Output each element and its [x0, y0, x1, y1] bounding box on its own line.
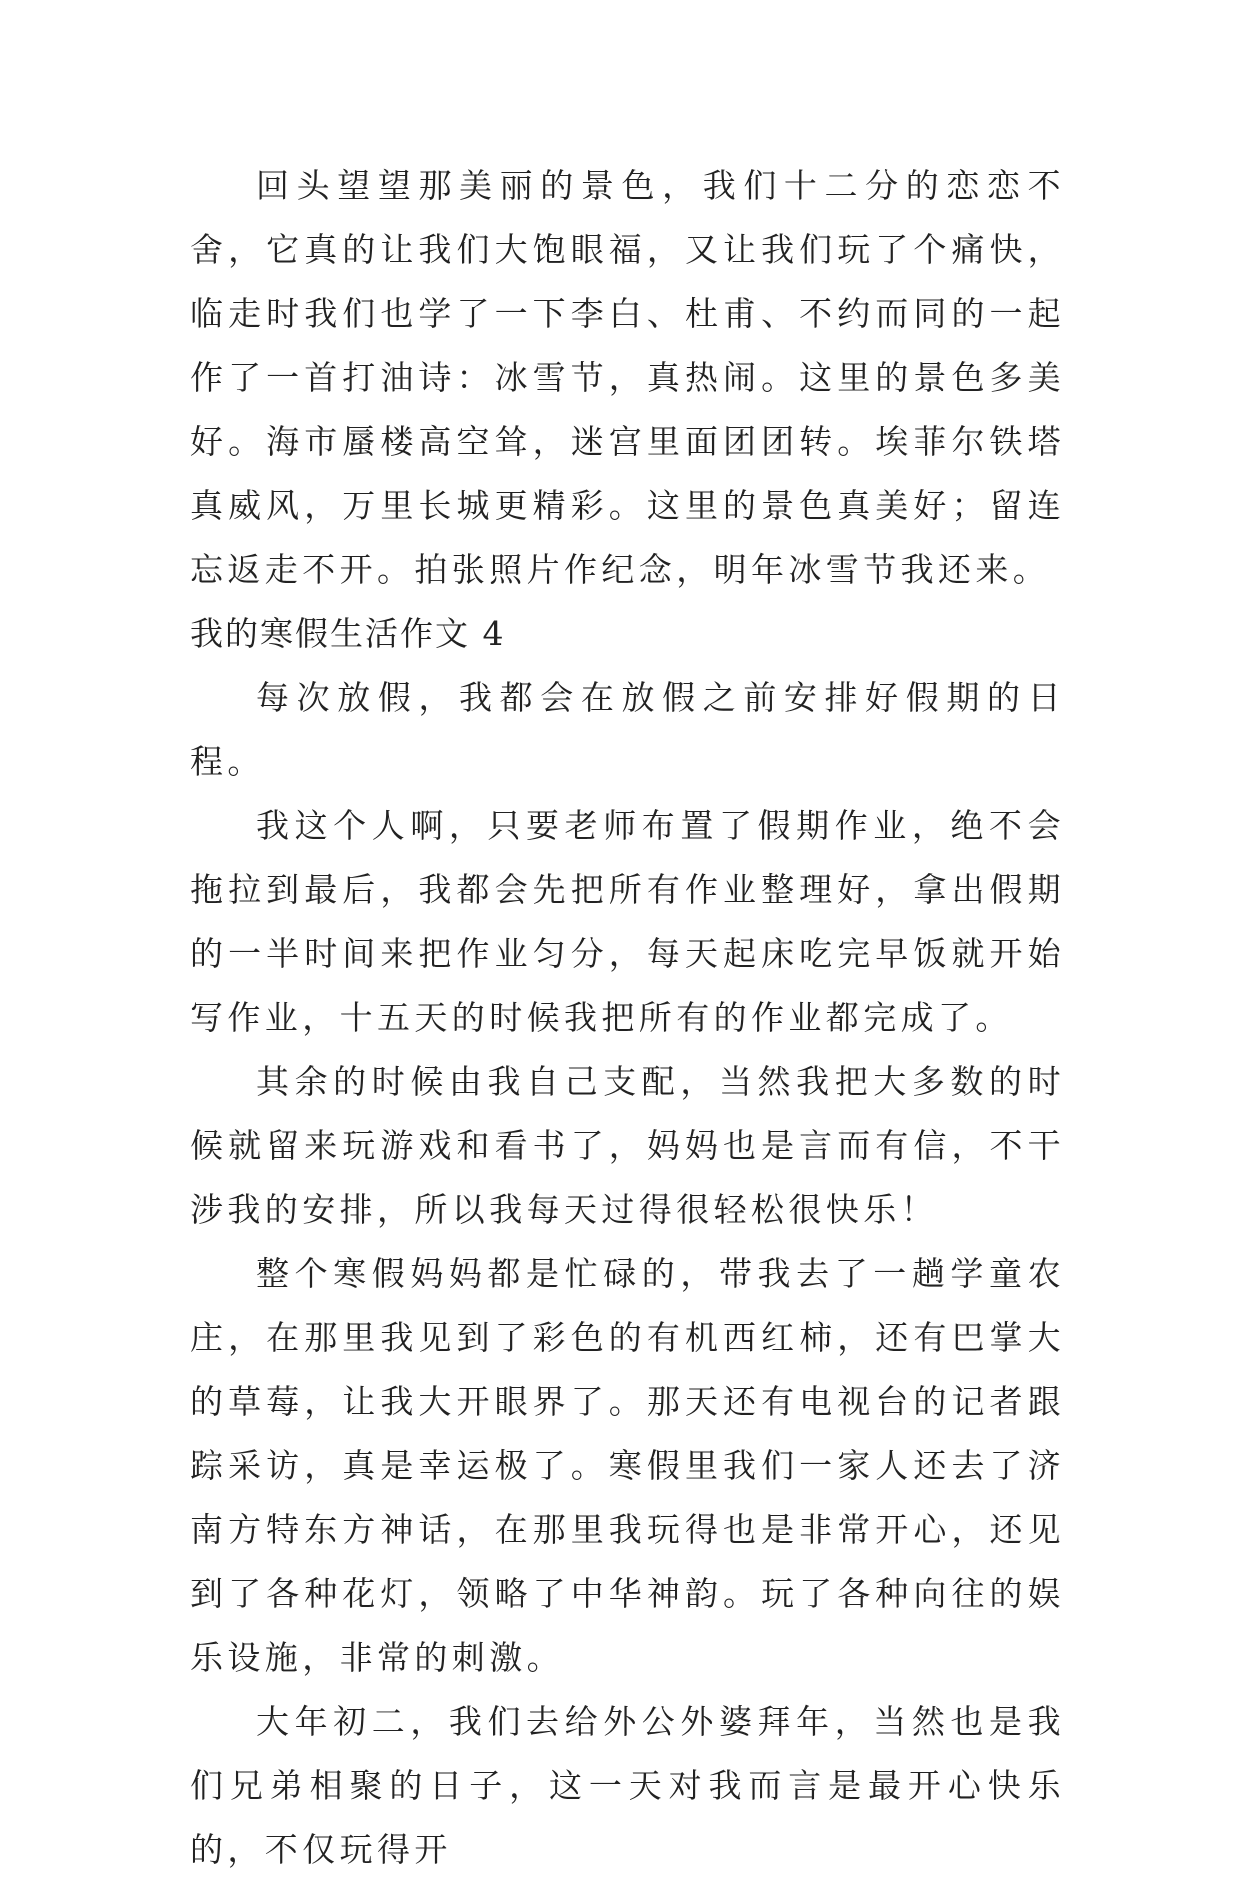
- paragraph-new-year-visit: 大年初二，我们去给外公外婆拜年，当然也是我们兄弟相聚的日子，这一天对我而言是最开心快乐的，不仅玩得开: [190, 1702, 1065, 1869]
- section-heading: 我的寒假生活作文 4: [190, 614, 506, 653]
- document-body: [190, 154, 1065, 1882]
- paragraph-schedule: 每次放假，我都会在放假之前安排好假期的日程。: [190, 678, 1065, 781]
- paragraph-free-time: 其余的时候由我自己支配，当然我把大多数的时候就留来玩游戏和看书了，妈妈也是言而有信，不干涉我的安排，所以我每天过得很轻松很快乐！: [190, 1062, 1065, 1229]
- paragraph-trips: 整个寒假妈妈都是忙碌的，带我去了一趟学童农庄，在那里我见到了彩色的有机西红柿，还有巴掌大的草莓，让我大开眼界了。那天还有电视台的记者跟踪采访，真是幸运极了。寒假里我们一家人还去了济南方特东方神话，在那里我玩得也是非常开心，还见到了各种花灯，领略了中华神韵。玩了各种向往的娱乐设施，非常的刺激。: [190, 1254, 1065, 1677]
- paragraph-homework: 我这个人啊，只要老师布置了假期作业，绝不会拖拉到最后，我都会先把所有作业整理好，拿出假期的一半时间来把作业匀分，每天起床吃完早饭就开始写作业，十五天的时候我把所有的作业都完成了。: [190, 806, 1065, 1037]
- paragraph-farewell: 回头望望那美丽的景色，我们十二分的恋恋不舍，它真的让我们大饱眼福，又让我们玩了个痛快，临走时我们也学了一下李白、杜甫、不约而同的一起作了一首打油诗：冰雪节，真热闹。这里的景色多美好。海市蜃楼高空耸，迷宫里面团团转。埃菲尔铁塔真威风，万里长城更精彩。这里的景色真美好；留连忘返走不开。拍张照片作纪念，明年冰雪节我还来。: [190, 166, 1065, 589]
